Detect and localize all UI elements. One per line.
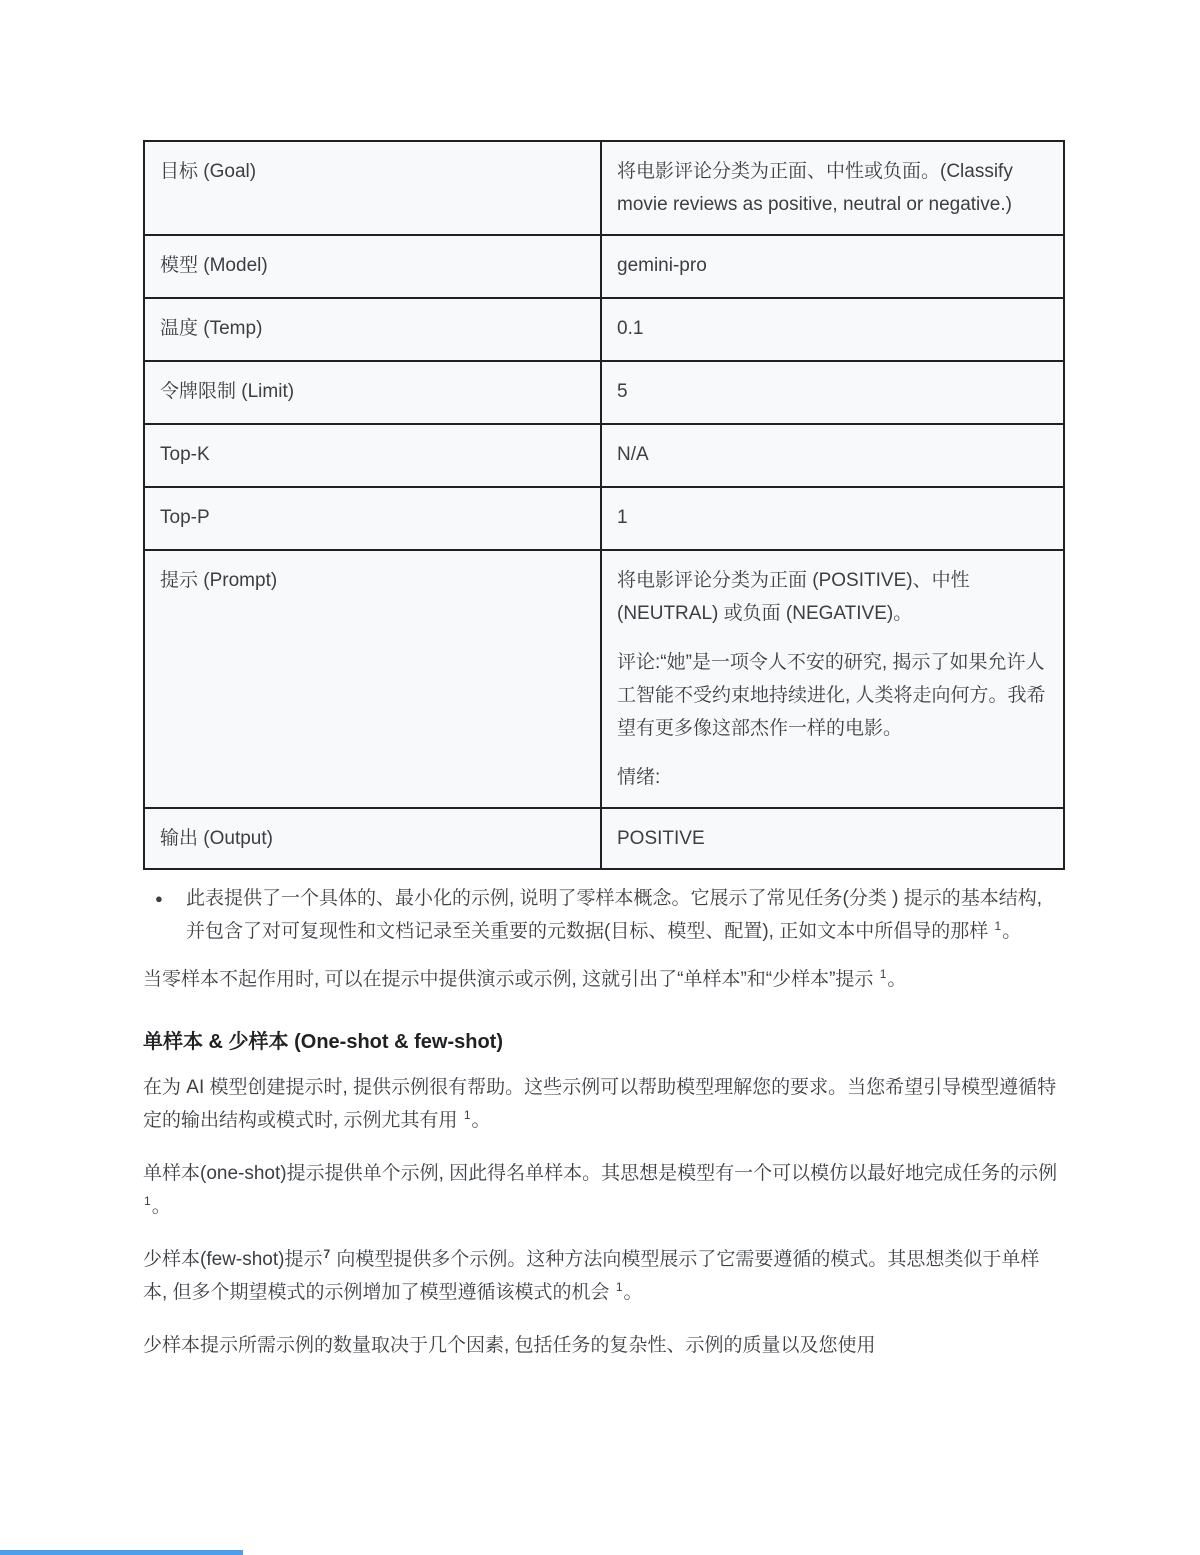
row-value-cell: [601, 235, 1064, 298]
row-value: 0.1: [617, 318, 644, 339]
table-row-limit: [144, 361, 1064, 424]
row-label-cell: [144, 141, 601, 235]
footnote-ref: 1: [144, 1193, 151, 1208]
table-row-output: [144, 808, 1064, 869]
text-segment: 单样本(one-shot)提示提供单个示例, 因此得名单样本。其思想是模型有一个可以模仿以最好地完成任务的示例: [143, 1163, 1058, 1184]
row-label-cell: [144, 361, 601, 424]
bottom-blue-bar: [0, 1550, 243, 1555]
row-value: 5: [617, 381, 628, 402]
page-content: [143, 140, 1063, 1362]
text-segment: 当零样本不起作用时, 可以在提示中提供演示或示例, 这就引出了“单样本”和“少样本”提示: [143, 969, 879, 990]
table-row-topp: [144, 487, 1064, 550]
table-row-prompt: [144, 550, 1064, 808]
row-value: gemini-pro: [617, 255, 707, 276]
row-label: 令牌限制 (Limit): [160, 381, 295, 402]
prompt-paragraph: 情绪:: [617, 767, 661, 788]
text-segment: 少样本提示所需示例的数量取决于几个因素, 包括任务的复杂性、示例的质量以及您使用: [143, 1335, 876, 1356]
row-value: 将电影评论分类为正面、中性或负面。(Classify movie reviews as positive, neutral or negative.): [617, 161, 1013, 215]
row-label-cell: [144, 487, 601, 550]
paragraph-zero-shot-transition: [143, 963, 1063, 996]
table-row-topk: [144, 424, 1064, 487]
row-value-cell: [601, 487, 1064, 550]
text-segment: 。: [887, 969, 907, 990]
row-label-cell: [144, 808, 601, 869]
row-value-cell: [601, 424, 1064, 487]
row-value: N/A: [617, 444, 649, 465]
footnote-ref: 1: [879, 966, 887, 981]
footnote-ref: 1: [463, 1107, 471, 1122]
text-segment: 。: [471, 1110, 491, 1131]
text-segment: 。: [623, 1282, 643, 1303]
section-heading-one-shot-few-shot: 单样本 & 少样本 (One-shot & few-shot): [143, 1031, 503, 1053]
table-note-bullet-item: [143, 882, 1063, 948]
footnote-ref: 7: [323, 1246, 331, 1261]
prompt-paragraph: 评论:“她”是一项令人不安的研究, 揭示了如果允许人工智能不受约束地持续进化, 人类将走向何方。我希望有更多像这部杰作一样的电影。: [617, 652, 1046, 739]
text-segment: 在为 AI 模型创建提示时, 提供示例很有帮助。这些示例可以帮助模型理解您的要求。当您希望引导模型遵循特定的输出结构或模式时, 示例尤其有用: [143, 1077, 1057, 1131]
row-label-cell: [144, 298, 601, 361]
text-segment: 少样本(few-shot)提示: [143, 1249, 323, 1270]
table-row-goal: [144, 141, 1064, 235]
row-label-cell: [144, 424, 601, 487]
paragraph-examples-help: [143, 1071, 1063, 1137]
footnote-ref: 1: [615, 1279, 623, 1294]
paragraph-one-shot: [143, 1157, 1063, 1223]
zero-shot-example-table: [143, 140, 1065, 870]
row-label: 提示 (Prompt): [160, 570, 278, 591]
text-segment: 。: [1002, 921, 1022, 942]
paragraph-few-shot: [143, 1243, 1063, 1309]
table-row-model: [144, 235, 1064, 298]
row-label-cell: [144, 550, 601, 808]
table-row-temp: [144, 298, 1064, 361]
text-segment: 此表提供了一个具体的、最小化的示例, 说明了零样本概念。它展示了常见任务(分类 ) 提示的基本结构, 并包含了对可复现性和文档记录至关重要的元数据(目标、模型、配置), 正如文本中所倡导的那样: [186, 888, 1043, 942]
row-label: 温度 (Temp): [160, 318, 263, 339]
row-value-cell: [601, 808, 1064, 869]
row-value-cell-prompt: [601, 550, 1064, 808]
row-value-cell: [601, 298, 1064, 361]
footnote-ref: 1: [994, 918, 1002, 933]
table-note-text: [186, 882, 1063, 948]
row-value-cell: [601, 141, 1064, 235]
row-label-cell: [144, 235, 601, 298]
row-value-cell: [601, 361, 1064, 424]
text-segment: 。: [151, 1196, 171, 1217]
row-label: 模型 (Model): [160, 255, 268, 276]
bullet-icon: ●: [155, 891, 163, 906]
text-segment: 向模型提供多个示例。这种方法向模型展示了它需要遵循的模式。其思想类似于单样本, 但多个期望模式的示例增加了模型遵循该模式的机会: [143, 1249, 1040, 1303]
row-value: POSITIVE: [617, 828, 705, 849]
row-label: Top-K: [160, 444, 210, 465]
row-label: 目标 (Goal): [160, 161, 257, 182]
row-value: 1: [617, 507, 628, 528]
row-label: 输出 (Output): [160, 828, 273, 849]
row-label: Top-P: [160, 507, 210, 528]
paragraph-few-shot-count: [143, 1329, 1063, 1362]
prompt-paragraph: 将电影评论分类为正面 (POSITIVE)、中性 (NEUTRAL) 或负面 (NEGATIVE)。: [617, 570, 970, 624]
